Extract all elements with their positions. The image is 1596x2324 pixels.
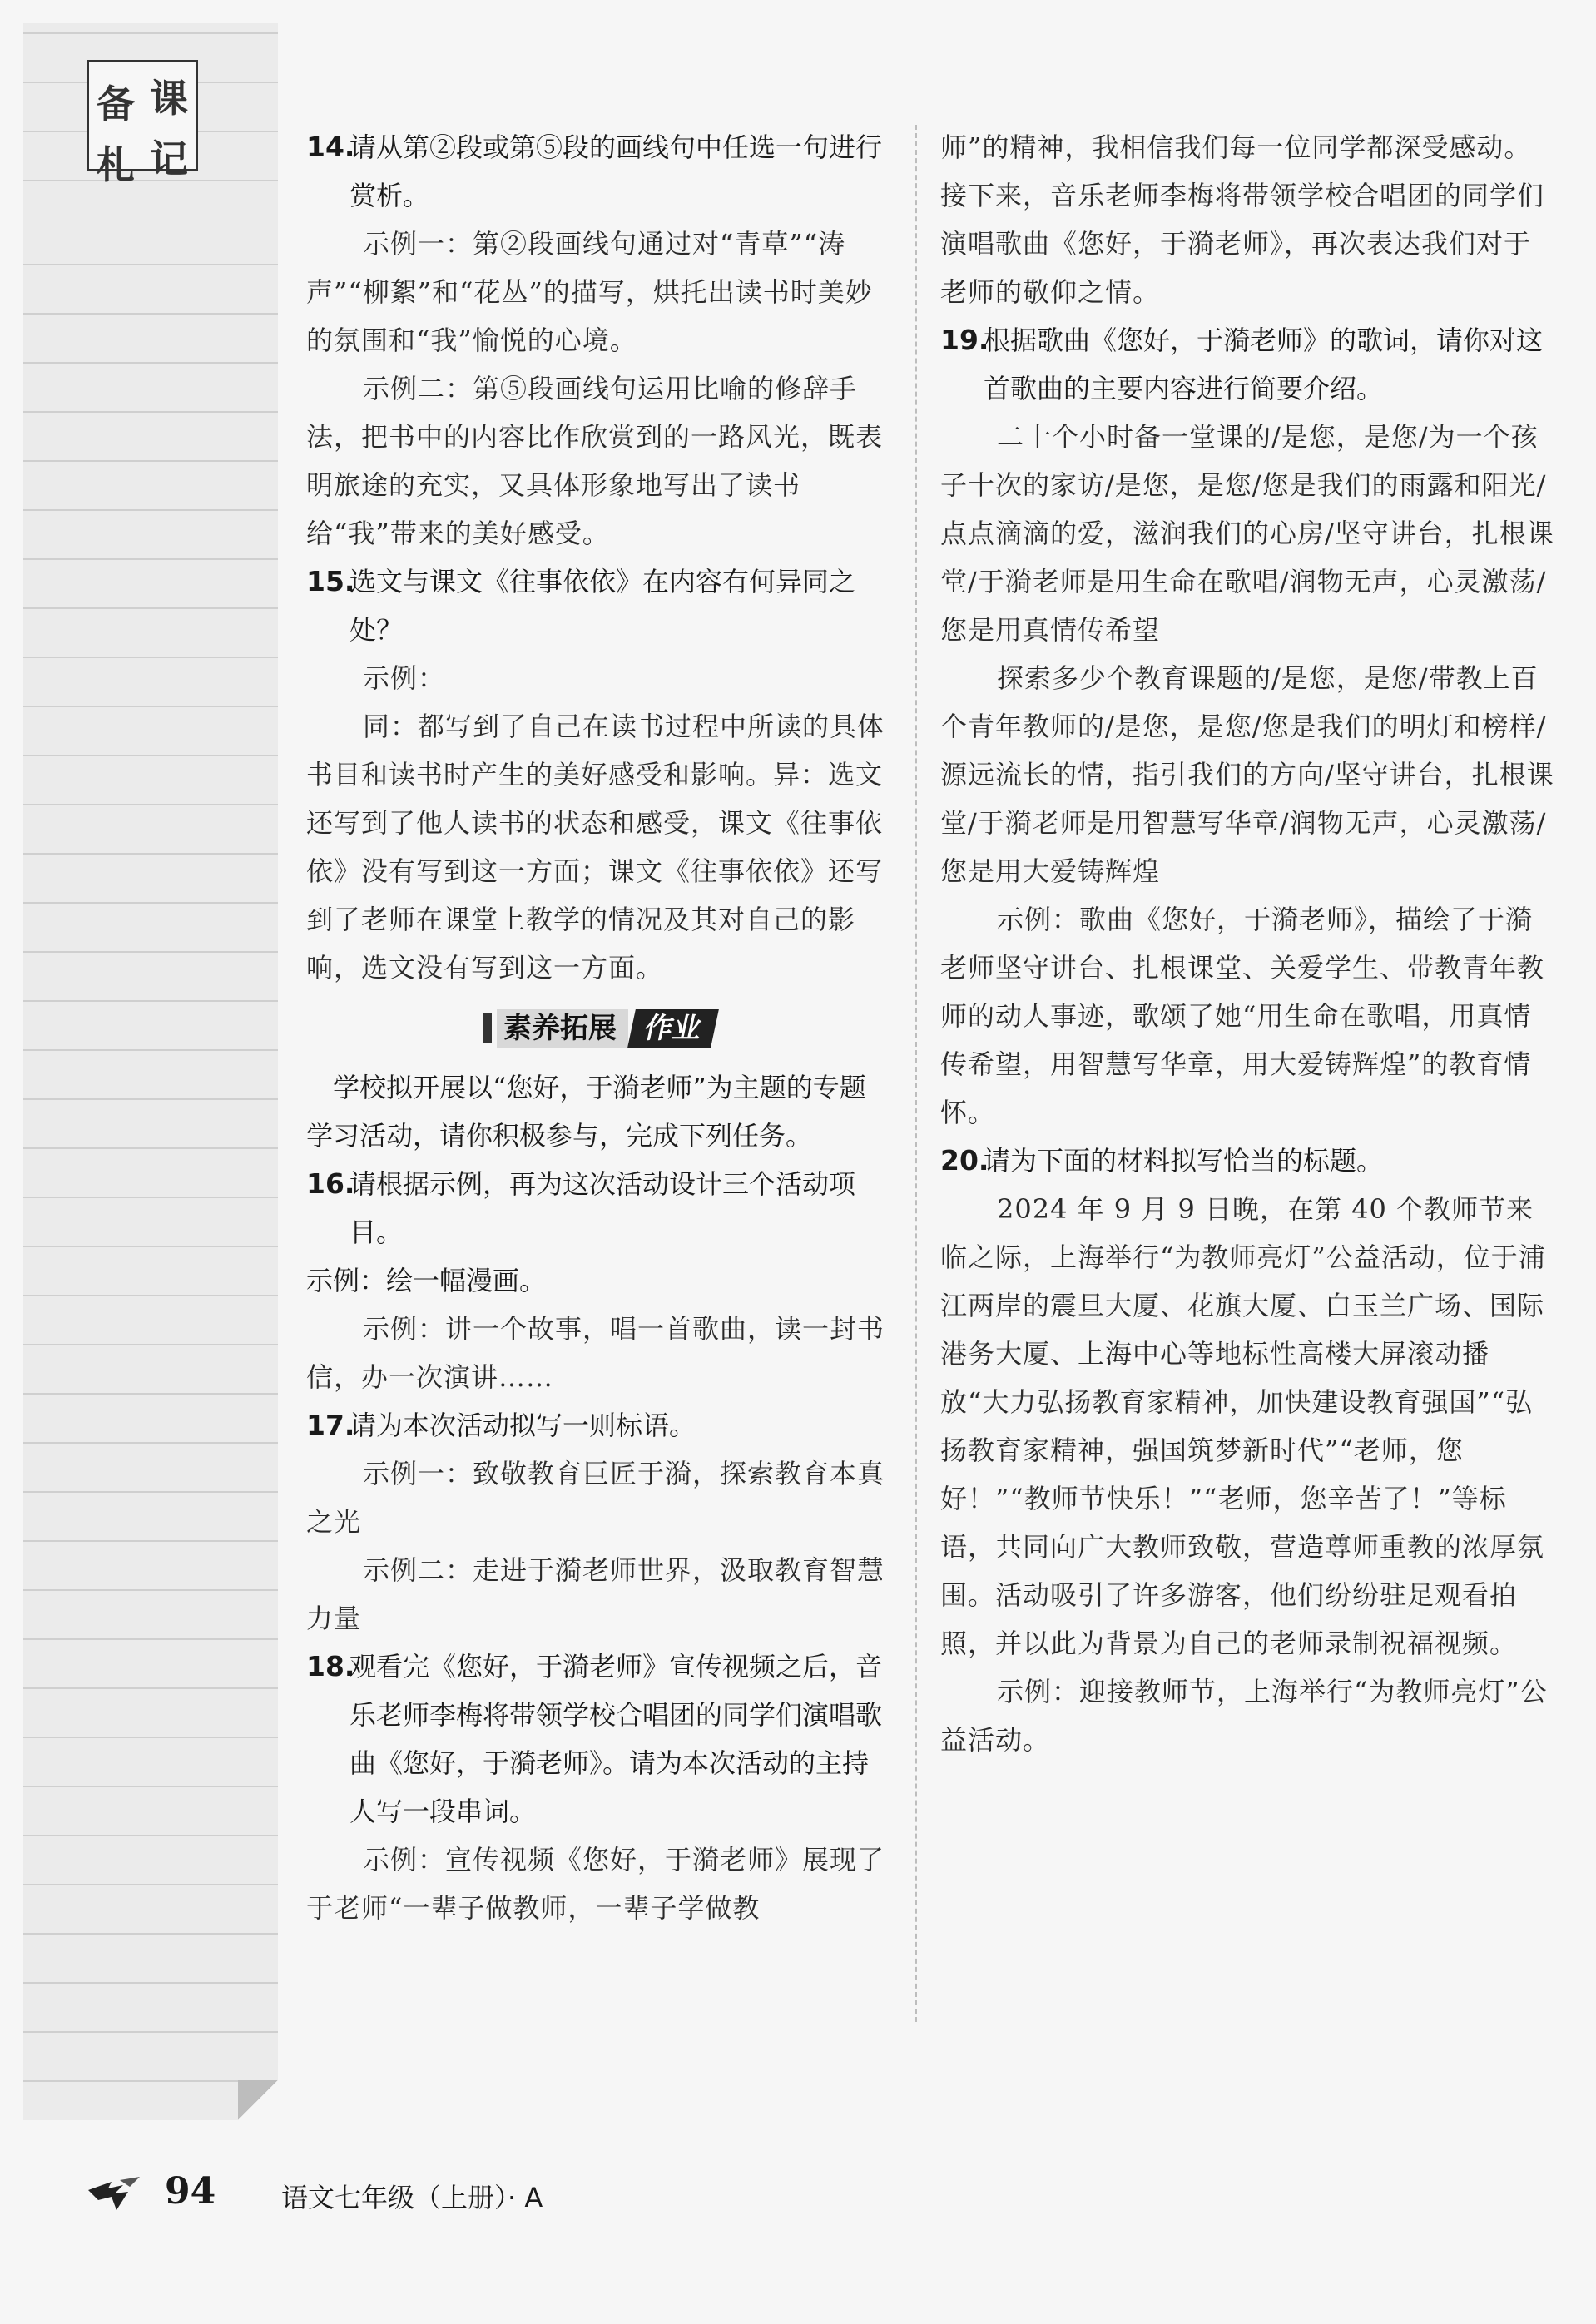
answer-text: 示例：迎接教师节，上海举行“为教师亮灯”公益活动。 (940, 1676, 1548, 1756)
note-margin (23, 23, 278, 2120)
question-text: 选文与课文《往事依依》在内容有何异同之处？ (349, 566, 856, 646)
question-number: 14. (306, 131, 355, 163)
section-tag: 作业 (627, 1009, 719, 1048)
question-number: 17. (306, 1409, 355, 1441)
answer-text: 示例一：第②段画线句通过对“青草”“涛声”“柳絮”和“花丛”的描写，烘托出读书时美妙的氛围和“我”愉悦的心境。 (306, 228, 873, 356)
answer-continuation: 师”的精神，我相信我们每一位同学都深受感动。接下来，音乐老师李梅将带领学校合唱团的同学们演唱歌曲《您好，于漪老师》，再次表达我们对于老师的敬仰之情。 (940, 131, 1545, 308)
question-example: 示例：绘一幅漫画。 (306, 1265, 547, 1296)
answer-text: 示例：宣传视频《您好，于漪老师》展现了于老师“一辈子做教师，一辈子学做教 (306, 1844, 885, 1924)
question-number: 16. (306, 1167, 355, 1200)
answer-text: 示例：歌曲《您好，于漪老师》，描绘了于漪老师坚守讲台、扎根课堂、关爱学生、带教青年教师的动人事迹，歌颂了她“用生命在歌唱，用真情传希望，用智慧写华章，用大爱铸辉煌”的教育情怀。 (940, 904, 1545, 1128)
question-text: 观看完《您好，于漪老师》宣传视频之后，音乐老师李梅将带领学校合唱团的同学们演唱歌曲《您好，于漪老师》。请为本次活动的主持人写一段串词。 (349, 1651, 883, 1827)
question-text: 请从第②段或第⑤段的画线句中任选一句进行赏析。 (349, 131, 883, 211)
question-number: 20. (940, 1144, 989, 1177)
column-divider (915, 125, 917, 2022)
section-intro: 学校拟开展以“您好，于漪老师”为主题的专题学习活动，请你积极参与，完成下列任务。 (306, 1072, 866, 1152)
book-title: 语文七年级（上册）· A (281, 2182, 543, 2213)
question-text: 请为下面的材料拟写恰当的标题。 (984, 1145, 1384, 1177)
stamp-char: 备 (97, 82, 135, 126)
answer-text: 示例二：走进于漪老师世界，汲取教育智慧力量 (306, 1554, 885, 1634)
question-17 (306, 1401, 892, 1643)
stamp-char: 札 (97, 142, 135, 187)
question-16 (306, 1160, 892, 1401)
question-number: 19. (940, 324, 989, 356)
question-text: 请为本次活动拟写一则标语。 (349, 1410, 696, 1441)
stamp-char: 记 (150, 136, 188, 181)
answer-text: 示例一：致敬教育巨匠于漪，探索教育本真之光 (306, 1458, 885, 1538)
material-text: 2024 年 9 月 9 日晚，在第 40 个教师节来临之际，上海举行“为教师亮灯”公益活动，位于浦江两岸的震旦大厦、花旗大厦、白玉兰广场、国际港务大厦、上海中心等地标性高楼大屏滚动播放“大力弘扬教育家精神，加快建设教育强国”“弘扬教育家精神，强国筑梦新时代”“老师，您好！”“教师节快乐！”“老师，您辛苦了！”等标语，共同向广大教师致敬，营造尊师重教的浓厚氛围。活动吸引了许多游客，他们纷纷驻足观看拍照，并以此为背景为自己的老师录制祝福视频。 (940, 1193, 1546, 1659)
lyrics-paragraph: 二十个小时备一堂课的/是您，是您/为一个孩子十次的家访/是您，是您/您是我们的雨露和阳光/点点滴滴的爱，滋润我们的心房/坚守讲台，扎根课堂/于漪老师是用生命在歌唱/润物无声，心灵激荡/您是用真情传希望 (940, 421, 1554, 646)
answer-label: 示例： (363, 662, 446, 694)
question-number: 18. (306, 1650, 355, 1682)
answer-text: 同：都写到了自己在读书过程中所读的具体书目和读书时产生的美好感受和影响。异：选文还写到了他人读书的状态和感受，课文《往事依依》没有写到这一方面；课文《往事依依》还写到了老师在课堂上教学的情况及其对自己的影响，选文没有写到这一方面。 (306, 711, 885, 984)
section-header (306, 995, 892, 1062)
question-20 (940, 1137, 1556, 1764)
page-number: 94 (165, 2170, 216, 2213)
question-text: 根据歌曲《您好，于漪老师》的歌词，请你对这首歌曲的主要内容进行简要介绍。 (984, 325, 1544, 404)
question-15 (306, 557, 892, 992)
publisher-logo-icon (87, 2175, 141, 2212)
lyrics-paragraph: 探索多少个教育课题的/是您，是您/带教上百个青年教师的/是您，是您/您是我们的明灯和榜样/源远流长的情，指引我们的方向/坚守讲台，扎根课堂/于漪老师是用智慧写华章/润物无声，心灵激荡/您是用大爱铸辉煌 (940, 662, 1554, 887)
section-title: 素养拓展 (497, 1009, 628, 1048)
answer-text: 示例二：第⑤段画线句运用比喻的修辞手法，把书中的内容比作欣赏到的一路风光，既表明旅途的充实，又具体形象地写出了读书给“我”带来的美好感受。 (306, 373, 884, 549)
lesson-notes-stamp (87, 60, 198, 187)
answer-text: 示例：讲一个故事，唱一首歌曲，读一封书信，办一次演讲…… (306, 1313, 885, 1393)
question-text: 请根据示例，再为这次活动设计三个活动项目。 (349, 1168, 856, 1248)
question-18 (306, 1643, 892, 1932)
question-number: 15. (306, 565, 355, 597)
question-19 (940, 316, 1556, 1137)
right-column (940, 123, 1556, 1764)
stamp-char: 课 (150, 76, 188, 121)
badge-mark (483, 1013, 492, 1043)
page-fold (238, 2080, 278, 2120)
left-column (306, 123, 892, 1932)
question-14 (306, 123, 892, 557)
